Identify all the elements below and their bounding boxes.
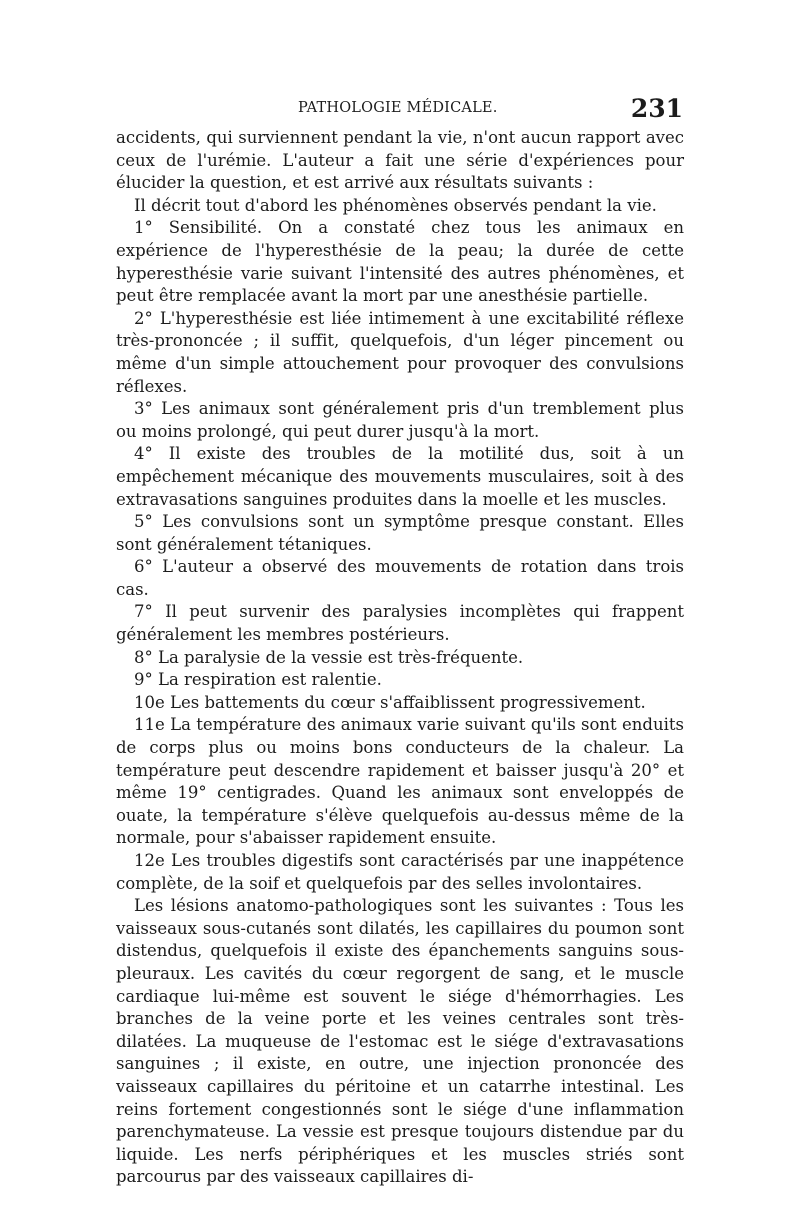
paragraph-lesions: Les lésions anatomo-pathologiques sont les suivantes : Tous les vaisseaux sous-cutanés sont dilatés, les capillaires du poumon sont distendus, quelquefois il existe des épanchements sanguins sous-pleuraux. Les cavités du cœur regorgent de sang, et le muscle cardiaque lui-même est souvent le siége d'hémorrhagies. Les branches de la veine porte et les veines centrales sont très-dilatées. La muqueuse de l'estomac est le siége d'extravasations sanguines ; il existe, en outre, une injection prononcée des vaisseaux capillaires du péritoine et un catarrhe intestinal. Les reins fortement congestionnés sont le siége d'une inflammation parenchymateuse. La vessie est presque toujours distendue par du liquide. Les nerfs périphériques et les muscles striés sont parcourus par des vaisseaux capillaires di- (116, 896, 684, 1187)
paragraph-item-7: 7° Il peut survenir des paralysies incomplètes qui frappent généralement les membres postérieurs. (116, 602, 684, 645)
paragraph-item-3: 3° Les animaux sont généralement pris d'un tremblement plus ou moins prolongé, qui peut durer jusqu'à la mort. (116, 399, 684, 441)
paragraph-item-4: 4° Il existe des troubles de la motilité dus, soit à un empêchement mécanique des mouvements musculaires, soit à des extravasations sanguines produites dans la moelle et les muscles. (116, 444, 684, 509)
running-header (115, 96, 683, 124)
paragraph-item-9: 9° La respiration est ralentie. (134, 670, 382, 690)
paragraph-intro: Il décrit tout d'abord les phénomènes observés pendant la vie. (134, 195, 657, 215)
paragraph-item-12: 12e Les troubles digestifs sont caractérisés par une inappétence complète, de la soif et quelquefois par des selles involontaires. (116, 851, 684, 893)
paragraph-item-10: 10e Les battements du cœur s'affaiblissent progressivement. (134, 692, 646, 712)
page-number: 231 (630, 94, 683, 123)
paragraph-item-8: 8° La paralysie de la vessie est très-fréquente. (134, 647, 524, 667)
running-title: PATHOLOGIE MÉDICALE. (298, 100, 498, 116)
body-text (116, 127, 684, 1189)
paragraph-item-6: 6° L'auteur a observé des mouvements de rotation dans trois cas. (116, 557, 684, 599)
paragraph-item-2: 2° L'hyperesthésie est liée intimement à une excitabilité réflexe très-prononcée ; il suffit, quelquefois, d'un léger pincement ou même d'un simple attouchement pour provoquer des convulsions réflexes. (116, 308, 684, 396)
paragraph-item-5: 5° Les convulsions sont un symptôme presque constant. Elles sont généralement tétaniques. (116, 512, 684, 554)
paragraph-continuation: accidents, qui surviennent pendant la vie, n'ont aucun rapport avec ceux de l'urémie. L'auteur a fait une série d'expériences pour élucider la question, et est arrivé aux résultats suivants : (116, 128, 684, 193)
paragraph-item-1: 1° Sensibilité. On a constaté chez tous les animaux en expérience de l'hyperesthésie de la peau; la durée de cette hyperesthésie varie suivant l'intensité des autres phénomènes, et peut être remplacée avant la mort par une anesthésie partielle. (116, 218, 684, 306)
paragraph-item-11: 11e La température des animaux varie suivant qu'ils sont enduits de corps plus ou moins bons conducteurs de la chaleur. La température peut descendre rapidement et baisser jusqu'à 20° et même 19° centigrades. Quand les animaux sont enveloppés de ouate, la température s'élève quelquefois au-dessus même de la normale, pour s'abaisser rapidement ensuite. (116, 715, 684, 848)
